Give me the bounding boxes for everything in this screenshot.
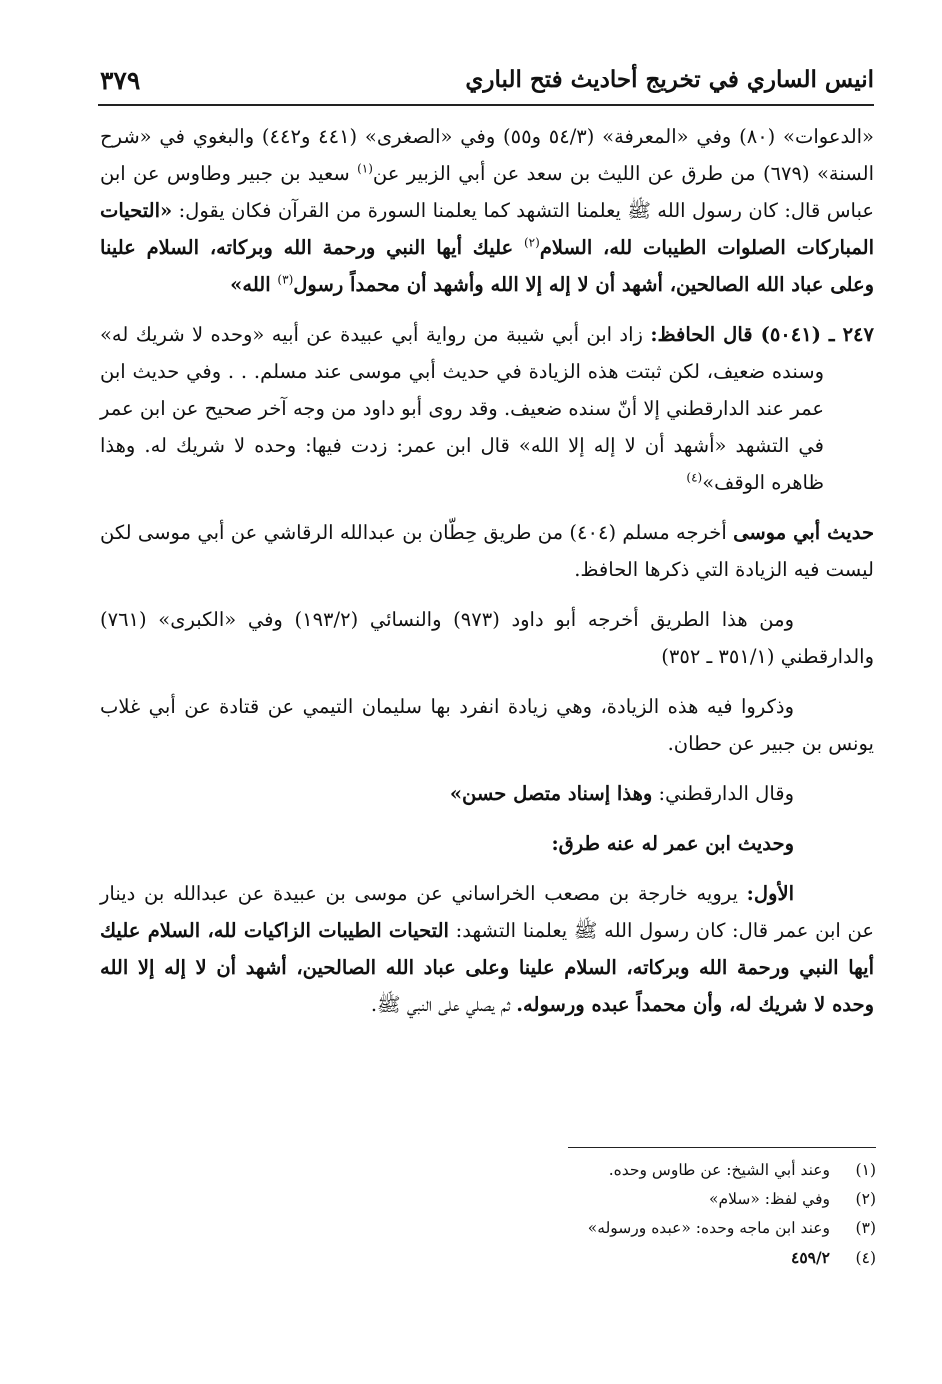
text-run: «الدعوات» (٨٠) وفي «المعرفة» (٥٤/٣ و٥٥) وفي «الصغرى» (٤٤١ و٤٤٢) والبغوي في «شرح السنة» (٦٧٩) من طرق عن الليث بن سعد عن أبي الزبير عن	[100, 125, 874, 185]
paragraph-tariq: ومن هذا الطريق أخرجه أبو داود (٩٧٣) والنسائي (١٩٣/٢) وفي «الكبرى» (٧٦١) والدارقطني (٣٥١/١ ـ ٣٥٢)	[100, 608, 874, 668]
footnotes	[376, 1156, 876, 1273]
footnote-number: (١)	[855, 1161, 876, 1179]
paragraph-first-path	[100, 875, 874, 1023]
footnote-number: (٣)	[855, 1219, 876, 1237]
text-run: زاد ابن أبي شيبة من رواية أبي عبيدة عن أبيه «وحده لا شريك له» وسنده ضعيف، لكن ثبتت هذه الزيادة في حديث أبي موسى عند مسلم. . . وفي حديث ابن عمر عند الدارقطني إلا أنّ سنده ضعيف. وقد روى أبو داود من وجه آخر صحيح عن ابن عمر في التشهد «أشهد أن لا إله إلا الله» قال ابن عمر: زدت فيها: وحده لا شريك له. وهذا ظاهره الوقف»	[100, 323, 824, 494]
bold-run: التحيات الطيبات الزاكيات لله، السلام عليك أيها النبي ورحمة الله وبركاته، السلام علينا وعلى عباد الله الصالحين، أشهد أن لا إله إلا الله وحده لا شريك له، وأن محمداً عبده ورسوله.	[100, 919, 874, 1016]
footnote	[376, 1185, 876, 1214]
footnote-text: وعند أبي الشيخ: عن طاوس وحده.	[608, 1161, 830, 1179]
section-heading: وحديث ابن عمر له عنه طرق:	[551, 832, 794, 855]
header-rule	[98, 104, 874, 106]
footnote-ref-2: (٢)	[523, 235, 540, 250]
paragraph-hadith-text	[100, 118, 874, 303]
text-run: ثم يصلي على النبي ﷺ.	[370, 993, 517, 1016]
footnote	[376, 1214, 876, 1243]
footnote-ref-4: (٤)	[686, 470, 703, 485]
bold-run: حديث أبي موسى	[733, 521, 874, 544]
bold-run: «التحيات المباركات الصلوات الطيبات لله، السلام	[100, 199, 875, 259]
bold-run: الله»	[230, 273, 278, 296]
paragraph-ziyada: وذكروا فيه هذه الزيادة، وهي زيادة انفرد بها سليمان التيمي عن قتادة عن أبي غلاب يونس بن جبير عن حطان.	[100, 695, 874, 755]
footnote-text: وعند ابن ماجه وحده: «عبده ورسوله»	[587, 1219, 830, 1237]
footnote-number: (٤)	[855, 1249, 876, 1267]
text-run: أخرجه مسلم (٤٠٤) من طريق حِطّان بن عبدالله الرقاشي عن أبي موسى لكن ليست فيه الزيادة التي ذكرها الحافظ.	[100, 521, 874, 581]
entry-number: ٢٤٧ ـ (٥٠٤١) قال الحافظ:	[650, 323, 874, 346]
footnote-number: (٢)	[855, 1190, 876, 1208]
paragraph-abu-musa	[100, 514, 874, 588]
footnote-text: وفي لفظ: «سلام»	[709, 1190, 830, 1208]
bold-run: الأول:	[746, 882, 794, 905]
bold-run: عليك أيها النبي ورحمة الله وبركاته، السلام علينا وعلى عباد الله الصالحين، أشهد أن لا إله إلا الله وأشهد أن محمداً رسول	[100, 236, 874, 296]
page-number: ٣٧٩	[100, 66, 141, 95]
text-run: وقال الدارقطني:	[652, 782, 794, 805]
bold-run: وهذا إسناد متصل حسن»	[449, 782, 653, 805]
paragraph-entry-247	[100, 316, 874, 501]
paragraph-ibn-umar-heading	[100, 825, 874, 862]
footnote-ref-3: (٣)	[277, 272, 294, 287]
running-header-title: انيس الساري في تخريج أحاديث فتح الباري	[465, 66, 874, 93]
text-run: يرويه خارجة بن مصعب الخراساني عن موسى بن عبيدة عن عبدالله بن دينار عن ابن عمر قال: كان رسول الله ﷺ يعلمنا التشهد:	[100, 882, 875, 942]
main-text	[100, 118, 874, 1023]
footnote-rule	[568, 1147, 876, 1148]
footnote-text: ٤٥٩/٢	[791, 1248, 830, 1267]
text-run: سعيد بن جبير وطاوس عن ابن عباس قال: كان رسول الله ﷺ يعلمنا التشهد كما يعلمنا السورة من القرآن فكان يقول:	[100, 162, 874, 222]
footnote-ref-1: (١)	[357, 161, 373, 176]
footnote	[376, 1243, 876, 1273]
footnote	[376, 1156, 876, 1185]
paragraph-daraqutni	[100, 775, 874, 812]
